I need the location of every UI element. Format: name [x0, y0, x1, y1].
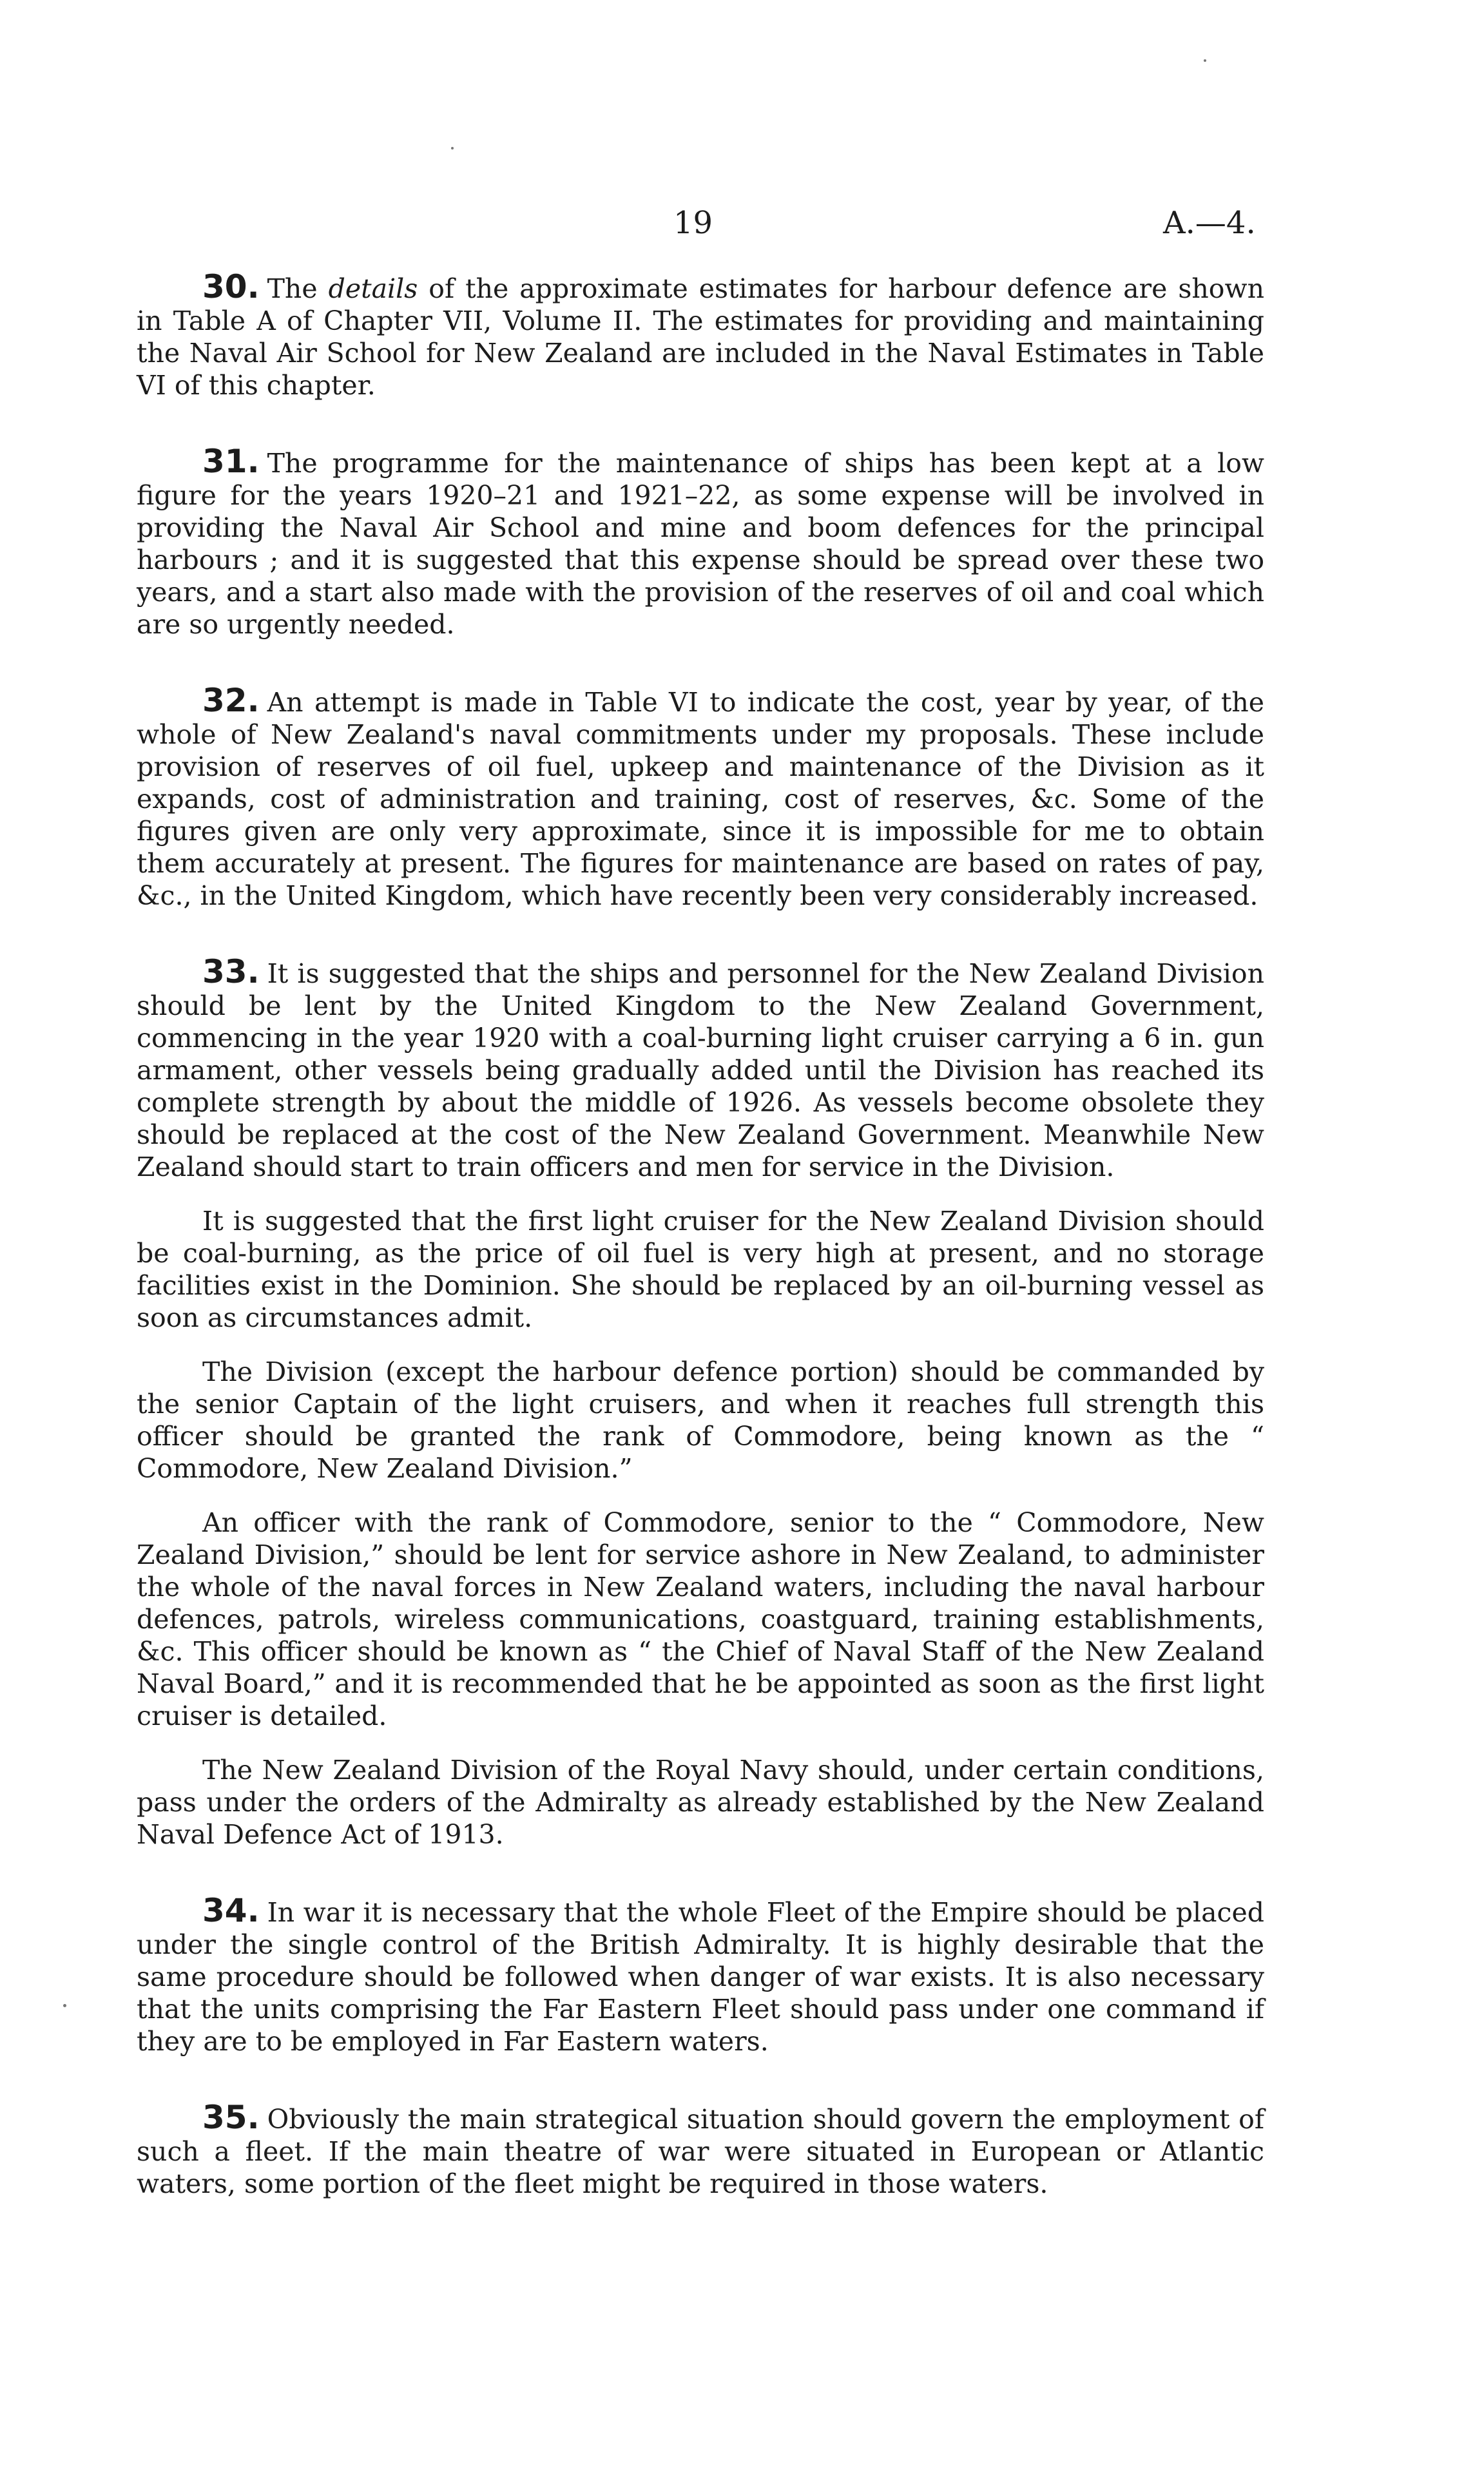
paragraph-text: of the approximate estimates for harbour defence are shown in Table A of Chapter VII, Volume II. The estimates for providing and maintaining the Naval Air School for New Zealand are included in the Naval Estimates in Table VI of this chapter.: [137, 273, 1264, 401]
paragraph-text: The Division (except the harbour defence portion) should be commanded by the senior Captain of the light cruisers, and when it reaches full strength this officer should be granted the rank of Commodore, being known as the “ Commodore, New Zealand Division.”: [137, 1356, 1264, 1484]
paragraph: [137, 445, 1264, 641]
page-number: 19: [673, 205, 713, 241]
paragraph-text: The New Zealand Division of the Royal Navy should, under certain conditions, pass under the orders of the Admiralty as already established by the New Zealand Naval Defence Act of 1913.: [137, 1755, 1264, 1850]
paragraph-number: 30.: [202, 268, 260, 305]
scan-speck: [451, 147, 454, 149]
paragraph: [137, 684, 1264, 912]
paragraph-number: 34.: [202, 1892, 260, 1929]
scan-speck: [63, 2004, 66, 2007]
paragraph-text: The: [267, 273, 329, 304]
paragraph-text: It is suggested that the ships and personnel for the New Zealand Division should be lent by the United Kingdom to the New Zealand Government, commencing in the year 1920 with a coal-burning light cruiser carrying a 6 in. gun armament, other vessels being gradually added until the Division has reached its complete strength by about the middle of 1926. As vessels become obsolete they should be replaced at the cost of the New Zealand Government. Meanwhile New Zealand should start to train officers and men for service in the Division.: [137, 958, 1264, 1182]
paragraph: [137, 953, 1264, 1183]
body-text: [137, 268, 1264, 2244]
emphasis-text: details: [328, 273, 418, 304]
paragraph-text: The programme for the maintenance of ships has been kept at a low figure for the years 1920–21 and 1921–22, as some expense will be involved in providing the Naval Air School and mine and boom defences for the principal harbours ; and it is suggested that this expense should be spread over these two years, and a start also made with the provision of the reserves of oil and coal which are so urgently needed.: [137, 448, 1264, 640]
scan-speck: [1204, 59, 1206, 62]
paragraph: [137, 1894, 1264, 2057]
paragraph: [137, 2101, 1264, 2200]
document-reference: A.—4.: [1163, 205, 1256, 241]
paragraph-number: 32.: [202, 682, 260, 719]
paragraph-text: An attempt is made in Table VI to indicate the cost, year by year, of the whole of New Zealand's naval commitments under my proposals. These include provision of reserves of oil fuel, upkeep and maintenance of the Division as it expands, cost of administration and training, cost of reserves, &c. Some of the figures given are only very approximate, since it is impossible for me to obtain them accurately at present. The figures for maintenance are based on rates of pay, &c., in the United Kingdom, which have recently been very considerably increased.: [137, 687, 1264, 911]
paragraph: [137, 1205, 1264, 1334]
paragraph: [137, 268, 1264, 401]
paragraph-number: 33.: [202, 953, 260, 990]
paragraph: [137, 1356, 1264, 1485]
paragraph-number: 31.: [202, 443, 260, 480]
paragraph-text: An officer with the rank of Commodore, senior to the “ Commodore, New Zealand Division,” should be lent for service ashore in New Zealand, to administer the whole of the naval forces in New Zealand waters, including the naval harbour defences, patrols, wireless communications, coastguard, training establishments, &c. This officer should be known as “ the Chief of Naval Staff of the New Zealand Naval Board,” and it is recommended that he be appointed as soon as the first light cruiser is detailed.: [137, 1507, 1264, 1731]
paragraph-number: 35.: [202, 2099, 260, 2136]
paragraph-text: In war it is necessary that the whole Fleet of the Empire should be placed under the single control of the British Admiralty. It is highly desirable that the same procedure should be followed when danger of war exists. It is also necessary that the units comprising the Far Eastern Fleet should pass under one command if they are to be employed in Far Eastern waters.: [137, 1897, 1264, 2057]
paragraph: [137, 1754, 1264, 1851]
paragraph: [137, 1507, 1264, 1732]
paragraph-text: It is suggested that the first light cruiser for the New Zealand Division should be coal-burning, as the price of oil fuel is very high at present, and no storage facilities exist in the Dominion. She should be replaced by an oil-burning vessel as soon as circumstances admit.: [137, 1206, 1264, 1333]
paragraph-text: Obviously the main strategical situation should govern the employment of such a fleet. If the main theatre of war were situated in European or Atlantic waters, some portion of the fleet might be required in those waters.: [137, 2104, 1264, 2199]
